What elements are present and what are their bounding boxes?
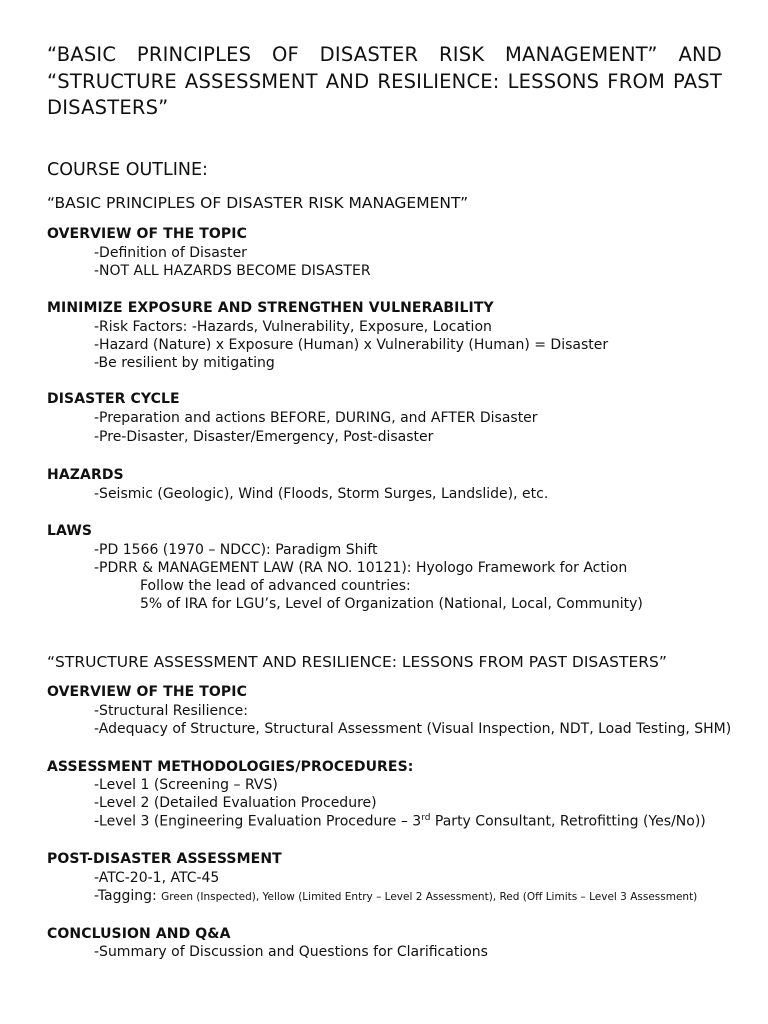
list-item: -Structural Resilience: [94, 703, 248, 719]
list-item: -PDRR & MANAGEMENT LAW (RA NO. 10121): Hyologo Framework for Action [94, 560, 628, 576]
part2-title: “STRUCTURE ASSESSMENT AND RESILIENCE: LESSONS FROM PAST DISASTERS” [47, 653, 667, 671]
list-subitem: Follow the lead of advanced countries: [140, 578, 411, 594]
title-line-2: “STRUCTURE ASSESSMENT AND RESILIENCE: LESSONS FROM PAST [47, 69, 722, 93]
title-line-1: “BASIC PRINCIPLES OF DISASTER RISK MANAGEMENT” AND [47, 43, 722, 66]
level3-superscript: rd [421, 813, 431, 823]
part1-laws-heading: LAWS [47, 523, 93, 539]
part1-hazards-heading: HAZARDS [47, 467, 124, 483]
document-title [47, 42, 722, 122]
list-item: -Seismic (Geologic), Wind (Floods, Storm Surges, Landslide), etc. [94, 486, 549, 502]
list-item: -Summary of Discussion and Questions for Clarifications [94, 944, 488, 960]
list-item: -Be resilient by mitigating [94, 355, 275, 371]
list-item: -Definition of Disaster [94, 245, 247, 261]
title-line-3: DISASTERS” [47, 96, 169, 119]
list-item: -ATC-20-1, ATC-45 [94, 870, 220, 886]
list-item: -Preparation and actions BEFORE, DURING, and AFTER Disaster [94, 410, 538, 426]
level3-text-start: -Level 3 (Engineering Evaluation Procedure – 3 [94, 813, 422, 830]
list-item [94, 813, 706, 830]
list-subitem: 5% of IRA for LGU’s, Level of Organization (National, Local, Community) [140, 596, 643, 612]
list-item: -Hazard (Nature) x Exposure (Human) x Vulnerability (Human) = Disaster [94, 337, 609, 353]
part1-title: “BASIC PRINCIPLES OF DISASTER RISK MANAGEMENT” [47, 194, 469, 212]
list-item: -Pre-Disaster, Disaster/Emergency, Post-disaster [94, 429, 434, 445]
part2-conclusion-heading: CONCLUSION AND Q&A [47, 926, 231, 942]
list-item: -PD 1566 (1970 – NDCC): Paradigm Shift [94, 542, 378, 558]
tagging-label: -Tagging: [94, 888, 162, 904]
list-item: -Risk Factors: -Hazards, Vulnerability, Exposure, Location [94, 319, 492, 335]
tagging-detail: Green (Inspected), Yellow (Limited Entry – Level 2 Assessment), Red (Off Limits – Level 3 Assessment) [161, 891, 698, 903]
part1-minimize-heading: MINIMIZE EXPOSURE AND STRENGTHEN VULNERABILITY [47, 300, 494, 316]
course-outline-heading: COURSE OUTLINE: [47, 160, 208, 180]
part2-post-heading: POST-DISASTER ASSESSMENT [47, 851, 282, 867]
part2-methods-heading: ASSESSMENT METHODOLOGIES/PROCEDURES: [47, 759, 414, 775]
list-item [94, 888, 697, 904]
part1-cycle-heading: DISASTER CYCLE [47, 391, 180, 407]
level3-text-end: Party Consultant, Retrofitting (Yes/No)) [430, 813, 706, 830]
list-item: -Level 2 (Detailed Evaluation Procedure) [94, 795, 377, 811]
part1-overview-heading: OVERVIEW OF THE TOPIC [47, 226, 247, 242]
part2-overview-heading: OVERVIEW OF THE TOPIC [47, 684, 247, 700]
list-item: -NOT ALL HAZARDS BECOME DISASTER [94, 263, 371, 279]
list-item: -Level 1 (Screening – RVS) [94, 777, 278, 793]
list-item: -Adequacy of Structure, Structural Assessment (Visual Inspection, NDT, Load Testing, SHM) [94, 721, 732, 737]
